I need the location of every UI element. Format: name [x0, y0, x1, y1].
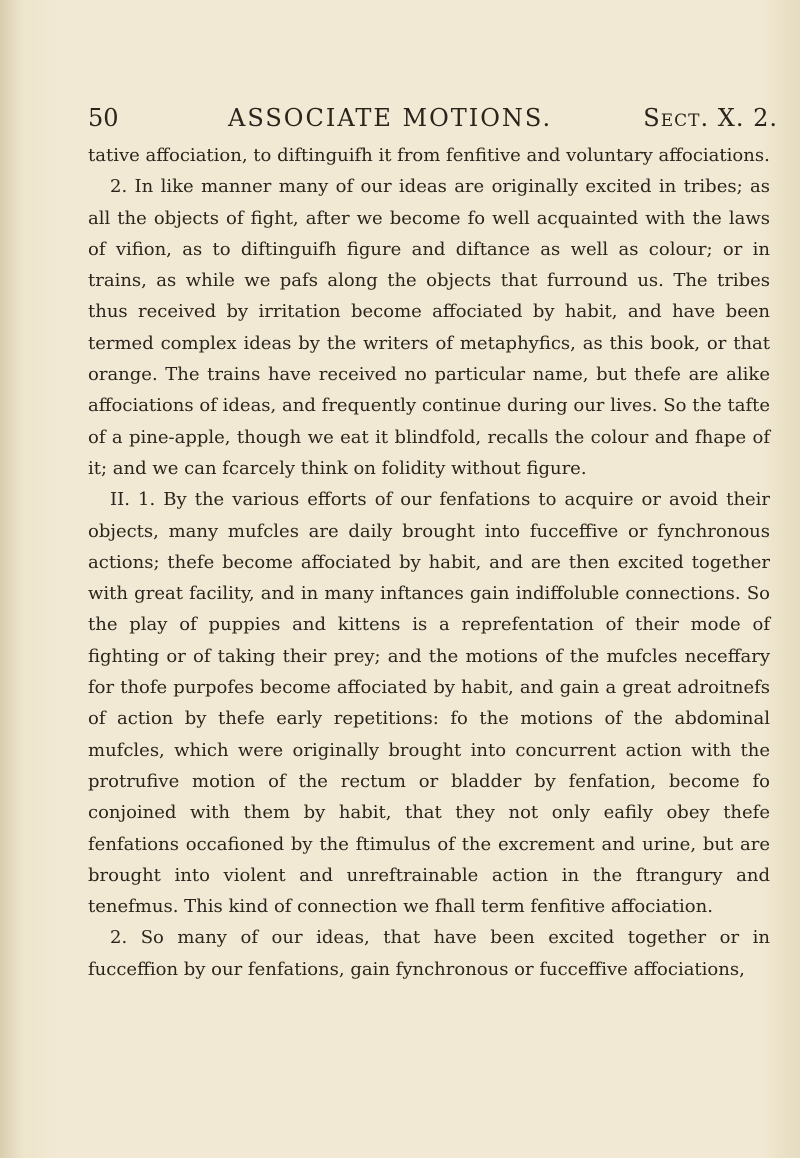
- page-number: 50: [88, 104, 119, 132]
- paragraph: 2. So many of our ideas, that have been excited together or in fucceffion by our fenfations, gain fynchronous or fucceffive affociations,: [88, 927, 770, 980]
- paragraph: 2. In like manner many of our ideas are originally excited in tribes; as all the objects of fight, after we become fo well acquainted with the laws of vifion, as to diftinguifh figure and diftance as well as colour; or in trains, as while we pafs along the objects that furround us. The tribes thus received by irritation become affociated by habit, and have been termed complex ideas by the writers of metaphyfics, as this book, or that orange. The trains have received no particular name, but thefe are alike affociations of ideas, and frequently continue during our lives. So the tafte of a pine-apple, though we eat it blindfold, recalls the colour and fhape of it; and we can fcarcely think on folidity without figure.: [88, 176, 770, 479]
- section-marker: Sect. X. 2.: [643, 104, 778, 132]
- running-header: [88, 104, 778, 140]
- running-title: ASSOCIATE MOTIONS.: [228, 104, 553, 132]
- paragraph: II. 1. By the various efforts of our fenfations to acquire or avoid their objects, many mufcles are daily brought into fucceffive or fynchronous actions; thefe become affociated by habit, and are then excited together with great facility, and in many inftances gain indiffoluble connections. So the play of puppies and kittens is a reprefentation of their mode of fighting or of taking their prey; and the motions of the mufcles neceffary for thofe purpofes become affociated by habit, and gain a great adroitnefs of action by thefe early repetitions: fo the motions of the abdominal mufcles, which were originally brought into concurrent action with the protrufive motion of the rectum or bladder by fenfation, become fo conjoined with them by habit, that they not only eafily obey thefe fenfations occafioned by the ftimulus of the excrement and urine, but are brought into violent and unreftrainable action in the ftrangury and tenefmus. This kind of connection we fhall term fenfitive affociation.: [88, 489, 770, 918]
- body-text: [88, 140, 770, 985]
- paragraph: tative affociation, to diftinguifh it from fenfitive and voluntary affociations.: [88, 145, 770, 166]
